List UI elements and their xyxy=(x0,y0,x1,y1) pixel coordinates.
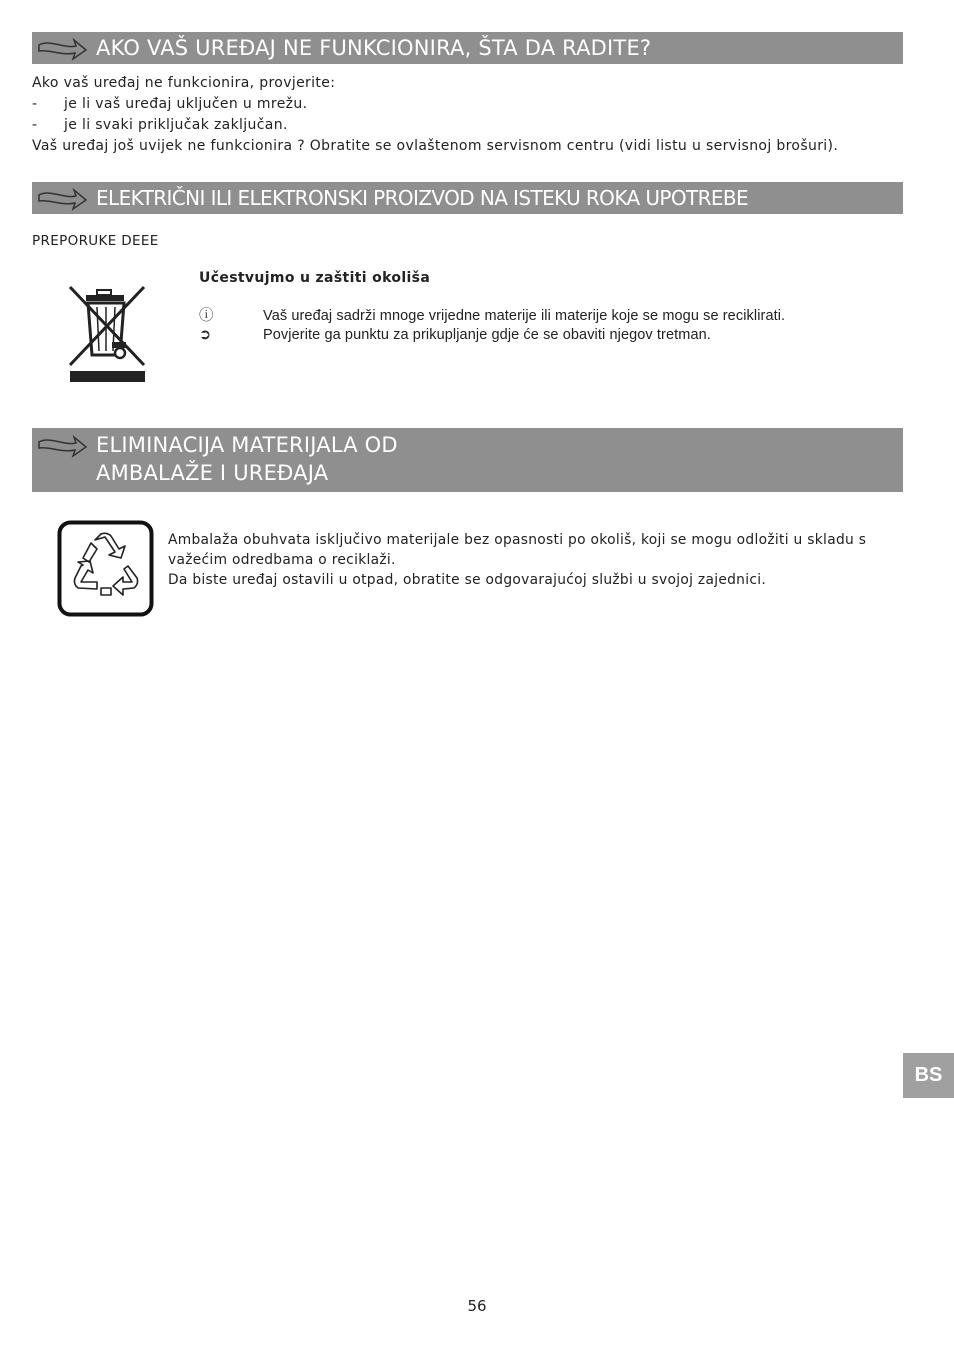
packaging-paragraph-2: Da biste uređaj ostavili u otpad, obratite se odgovarajućoj službi u svojoj zajednici. xyxy=(168,572,767,588)
heading-eol: ELEKTRIČNI ILI ELEKTRONSKI PROIZVOD NA ISTEKU ROKA UPOTREBE xyxy=(96,186,749,210)
eol-bullet-text: Povjerite ga punktu za prikupljanje gdje će se obaviti njegov tretman. xyxy=(263,327,711,343)
heading-malfunction: AKO VAŠ UREĐAJ NE FUNKCIONIRA, ŠTA DA RADITE? xyxy=(96,36,652,60)
deee-label: PREPORUKE DEEE xyxy=(32,233,159,249)
check-text: je li vaš uređaj uključen u mrežu. xyxy=(64,96,308,112)
heading-packaging-line2: AMBALAŽE I UREĐAJA xyxy=(96,461,329,485)
arrow-icon xyxy=(36,35,88,63)
section-banner-eol xyxy=(32,182,903,214)
page-number: 56 xyxy=(467,1297,487,1315)
arrow-icon: ➲ xyxy=(199,327,212,343)
section-banner-malfunction xyxy=(32,32,903,64)
section-banner-packaging xyxy=(32,428,903,492)
heading-packaging-line1: ELIMINACIJA MATERIJALA OD xyxy=(96,433,398,457)
arrow-icon xyxy=(36,185,88,213)
heading-packaging xyxy=(96,431,895,487)
dash-bullet: - xyxy=(32,96,38,112)
info-icon: ⓘ xyxy=(199,308,214,324)
arrow-icon xyxy=(36,432,88,460)
malfunction-body xyxy=(32,73,912,157)
recycle-icon xyxy=(57,520,154,617)
packaging-paragraph-1: Ambalaža obuhvata isključivo materijale bez opasnosti po okoliš, koji se mogu odložiti u skladu s važećim odredbama o reciklaži. xyxy=(168,532,867,568)
dash-bullet: - xyxy=(32,117,38,133)
packaging-body xyxy=(168,530,888,590)
language-tab: BS xyxy=(903,1053,954,1098)
check-item xyxy=(32,94,912,115)
check-text: je li svaki priključak zaključan. xyxy=(64,117,288,133)
malfunction-outro: Vaš uređaj još uvijek ne funkcionira ? Obratite se ovlaštenom servisnom centru (vidi listu u servisnoj brošuri). xyxy=(32,138,839,154)
crossed-out-bin-icon xyxy=(64,283,148,383)
eol-bullet-text: Vaš uređaj sadrži mnoge vrijedne materije ili materije koje se mogu se reciklirati. xyxy=(263,308,786,324)
malfunction-intro: Ako vaš uređaj ne funkcionira, provjerite: xyxy=(32,75,336,91)
environment-subtitle: Učestvujmo u zaštiti okoliša xyxy=(199,270,431,286)
check-item xyxy=(32,115,912,136)
